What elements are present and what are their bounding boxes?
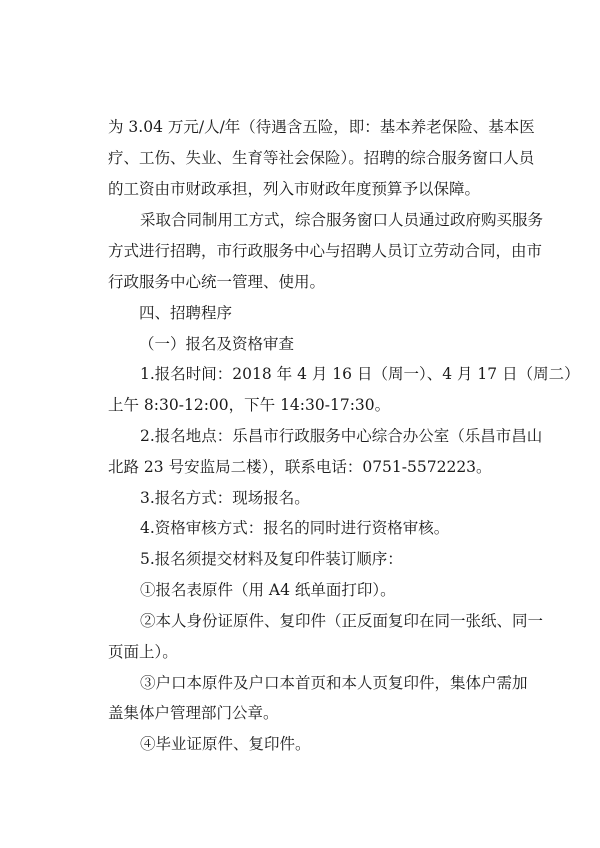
list-item-line: ②本人身份证原件、复印件（正反面复印在同一张纸、同一 — [140, 612, 544, 630]
paragraph-line: 方式进行招聘，市行政服务中心与招聘人员订立劳动合同，由市 — [108, 242, 543, 260]
paragraph-line: 疗、工伤、失业、生育等社会保险）。招聘的综合服务窗口人员 — [108, 149, 535, 167]
paragraph-line: 采取合同制用工方式，综合服务窗口人员通过政府购买服务 — [140, 211, 544, 229]
paragraph-line: 行政服务中心统一管理、使用。 — [108, 273, 326, 291]
list-item-line: 上午 8:30-12:00，下午 14:30-17:30。 — [108, 396, 391, 414]
list-item-line: ④毕业证原件、复印件。 — [140, 735, 311, 753]
list-item-line: ③户口本原件及户口本首页和本人页复印件，集体户需加 — [140, 674, 528, 692]
section-heading: 四、招聘程序 — [139, 304, 233, 322]
list-item-line: 2.报名地点：乐昌市行政服务中心综合办公室（乐昌市昌山 — [140, 427, 543, 445]
list-item-line: 3.报名方式：现场报名。 — [140, 489, 310, 507]
list-item-line: 1.报名时间：2018 年 4 月 16 日（周一）、4 月 17 日（周二） — [140, 365, 580, 383]
paragraph-line: 为 3.04 万元/人/年（待遇含五险，即：基本养老保险、基本医 — [108, 118, 535, 136]
list-item-line: 页面上）。 — [108, 643, 178, 661]
list-item-line: 4.资格审核方式：报名的同时进行资格审核。 — [140, 519, 450, 537]
list-item-line: 5.报名须提交材料及复印件装订顺序： — [140, 550, 403, 568]
list-item-line: ①报名表原件（用 A4 纸单面打印）。 — [140, 581, 396, 599]
subsection-heading: （一）报名及资格审查 — [139, 335, 295, 353]
list-item-line: 盖集体户管理部门公章。 — [108, 704, 279, 722]
list-item-line: 北路 23 号安监局二楼），联系电话：0751-5572223。 — [108, 458, 492, 476]
paragraph-line: 的工资由市财政承担，列入市财政年度预算予以保障。 — [108, 180, 481, 198]
